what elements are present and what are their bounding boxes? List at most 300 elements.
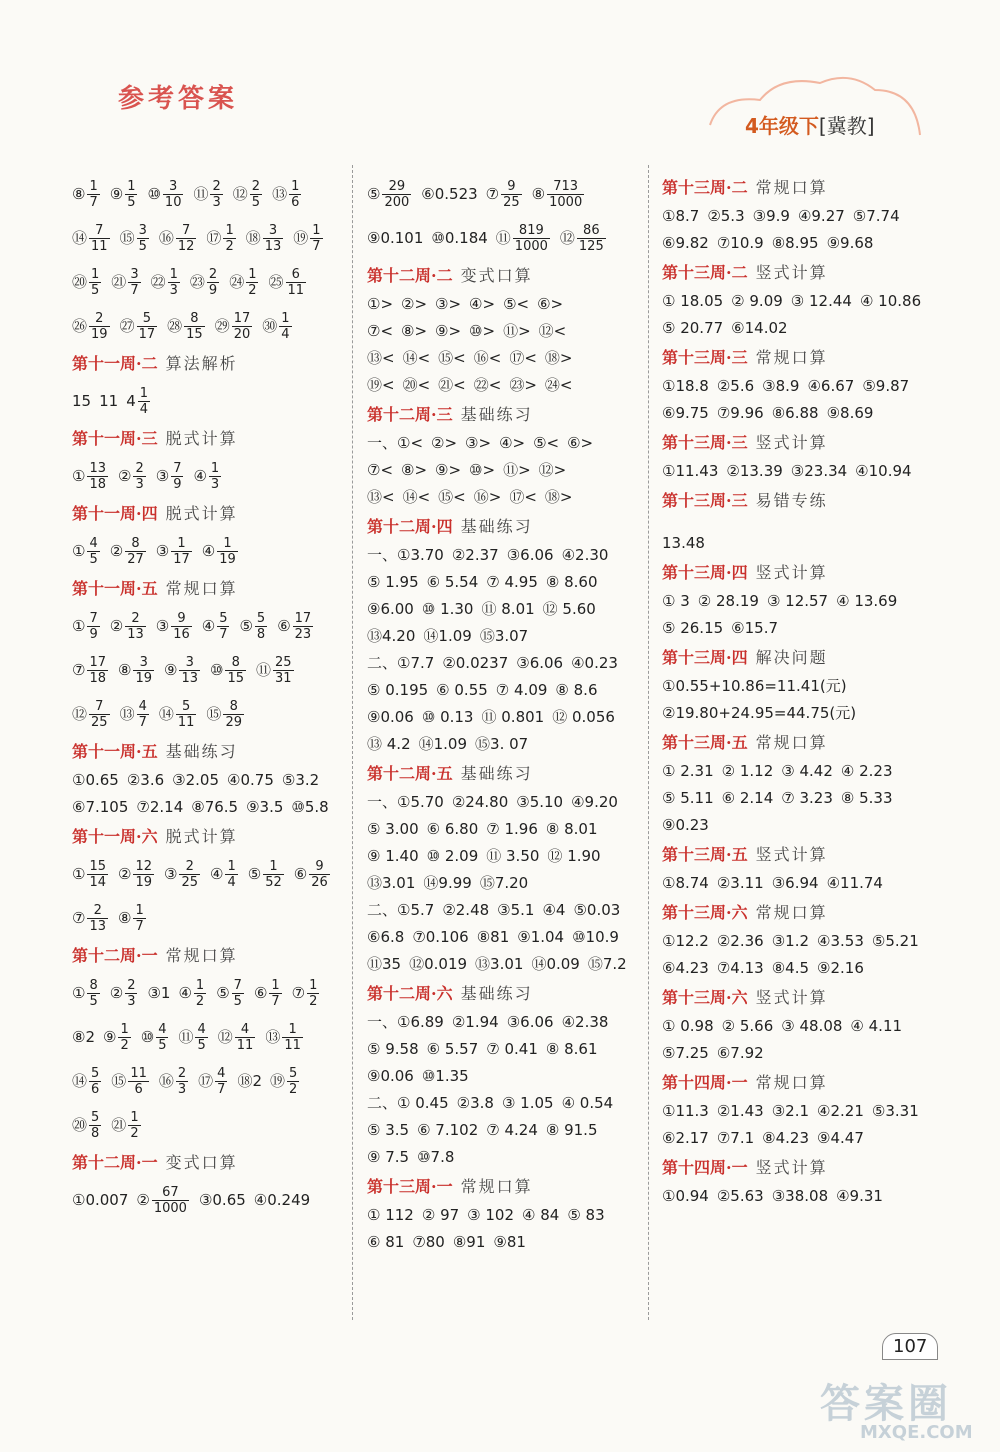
answer-item: ⑤ 83 <box>567 1206 605 1224</box>
answer-item: ⑱ $\frac{3}{13}$ <box>245 223 282 254</box>
answer-item: ⑩10.9 <box>572 928 619 946</box>
answer-item: ㉔ $\frac{1}{2}$ <box>229 267 257 298</box>
answer-item: ⑤ $\frac{29}{200}$ <box>367 179 410 210</box>
section-heading <box>662 839 954 870</box>
section-heading <box>72 498 364 529</box>
fraction: $\frac{1}{2}$ <box>225 223 234 254</box>
answer-item: ③2.05 <box>172 771 220 789</box>
section-week: 第十一周·四 <box>72 504 158 523</box>
answer-item: ⑲ $\frac{5}{2}$ <box>270 1066 298 1097</box>
section-heading <box>662 1152 954 1183</box>
answer-item: ⑪ $\frac{819}{1000}$ <box>495 223 548 254</box>
answer-item: ⑰< <box>509 488 537 506</box>
answer-item: ②3.8 <box>456 1094 494 1112</box>
answer-item: ⑨0.101 <box>367 229 424 247</box>
fraction: $\frac{7}{9}$ <box>89 611 98 642</box>
answer-item: ⑦80 <box>412 1233 445 1251</box>
answer-line <box>662 870 954 897</box>
answer-item: ⑩ 0.13 <box>421 708 474 726</box>
answer-item: ①18.8 <box>662 377 709 395</box>
fraction: $\frac{11}{6}$ <box>130 1066 147 1097</box>
answer-item: ⑫0.019 <box>409 955 468 973</box>
answer-line <box>367 484 659 511</box>
answer-item: ⑬4.20 <box>367 627 416 645</box>
fraction: $\frac{2}{19}$ <box>91 311 108 342</box>
fraction: $\frac{3}{19}$ <box>135 655 152 686</box>
answer-item: ⑤ 20.77 <box>662 319 724 337</box>
answer-line <box>662 758 954 785</box>
answer-line <box>662 1098 954 1125</box>
answer-line <box>72 304 364 348</box>
answer-column-1 <box>72 172 364 1222</box>
section-heading <box>662 172 954 203</box>
answer-item: ㉔< <box>544 376 573 394</box>
answer-item: 15 <box>72 392 92 410</box>
fraction: $\frac{17}{20}$ <box>233 311 251 342</box>
section-type: 基础练习 <box>460 405 533 424</box>
section-heading <box>662 557 954 588</box>
fraction: $\frac{2}{3}$ <box>177 1066 187 1097</box>
answer-item: ②2.48 <box>442 901 490 919</box>
answer-line <box>367 596 659 623</box>
answer-item: ⑬3.01 <box>367 874 416 892</box>
spacer <box>662 516 954 530</box>
answer-item: ⑧ 8.60 <box>545 573 598 591</box>
section-type: 变式口算 <box>460 266 533 285</box>
answer-item: ⑬ 4.2 <box>367 735 411 753</box>
answer-line <box>367 1090 659 1117</box>
fraction: $\frac{9}{26}$ <box>311 859 328 890</box>
fraction: $\frac{4}{7}$ <box>217 1066 226 1097</box>
answer-item: ⑫ $\frac{7}{25}$ <box>72 699 108 730</box>
answer-line <box>367 1117 659 1144</box>
answer-item: ③6.94 <box>771 874 819 892</box>
answer-item: ⑩ $\frac{3}{10}$ <box>147 179 182 210</box>
answer-item: ⑥ 7.102 <box>417 1121 479 1139</box>
answer-item: ⑤3.2 <box>281 771 320 789</box>
answer-item: ② 9.09 <box>731 292 783 310</box>
section-type: 基础练习 <box>460 517 533 536</box>
answer-item: ②2.36 <box>716 932 764 950</box>
answer-item: 二、①5.7 <box>367 901 435 919</box>
answer-item: ⑦ $\frac{2}{13}$ <box>72 903 106 934</box>
section-week: 第十二周·一 <box>72 946 158 965</box>
answer-line <box>367 216 659 260</box>
fraction: $\frac{1}{6}$ <box>291 179 300 210</box>
section-heading <box>367 511 659 542</box>
section-week: 第十一周·二 <box>72 354 158 373</box>
answer-item: ④9.31 <box>836 1187 883 1205</box>
answer-item: ②24.80 <box>451 793 509 811</box>
answer-item: ⑨ 7.5 <box>367 1148 410 1166</box>
answer-item: ⑨0.06 <box>367 1067 414 1085</box>
answer-item: ④ $\frac{5}{7}$ <box>201 611 228 642</box>
fraction: $\frac{13}{18}$ <box>89 461 106 492</box>
answer-item: ⑦ 4.95 <box>486 573 538 591</box>
answer-item: ⑱2 <box>237 1072 262 1090</box>
answer-item: ⑳ $\frac{1}{5}$ <box>72 267 100 298</box>
answer-item: ⑧6.88 <box>771 404 819 422</box>
answer-item: ③5.1 <box>497 901 535 919</box>
answer-item: ⑤ 5.11 <box>662 789 714 807</box>
fraction: $\frac{713}{1000}$ <box>549 179 583 210</box>
answer-line <box>367 731 659 758</box>
answer-item: ⑪ 8.01 <box>481 600 535 618</box>
answer-item: ⑯< <box>473 349 502 367</box>
answer-item: ⑧> <box>401 461 428 479</box>
answer-item: ⑪ $\frac{4}{5}$ <box>178 1022 206 1053</box>
fraction: $\frac{25}{31}$ <box>275 655 292 686</box>
answer-item: ㉒ $\frac{1}{3}$ <box>150 267 178 298</box>
answer-item: ①0.94 <box>662 1187 709 1205</box>
answer-item: 二、① 0.45 <box>367 1094 449 1112</box>
answer-item: ⑤7.25 <box>662 1044 709 1062</box>
answer-item: ⑨3.5 <box>246 798 284 816</box>
answer-item: ③6.06 <box>516 654 564 672</box>
answer-line <box>72 794 364 821</box>
answer-line <box>367 430 659 457</box>
answer-line <box>662 673 954 700</box>
answer-line <box>662 373 954 400</box>
fraction: $\frac{9}{25}$ <box>503 179 520 210</box>
section-type: 常规口算 <box>460 1177 533 1196</box>
answer-item: ⑧ 8.6 <box>555 681 598 699</box>
answer-line <box>72 529 364 573</box>
answer-item: ⑥9.82 <box>662 234 709 252</box>
answer-item: ⑤ 26.15 <box>662 619 724 637</box>
answer-item: ⑫ $\frac{86}{125}$ <box>559 223 604 254</box>
answer-line <box>662 1040 954 1067</box>
answer-item: ⑥4.23 <box>662 959 709 977</box>
answer-item: ⑨4.47 <box>817 1129 864 1147</box>
section-week: 第十三周·三 <box>662 348 748 367</box>
answer-line <box>72 971 364 1015</box>
answer-item: ⑤ $\frac{1}{52}$ <box>247 859 282 890</box>
answer-item: ⑱> <box>544 488 573 506</box>
answer-item: ④ 13.69 <box>836 592 898 610</box>
fraction: $\frac{1}{3}$ <box>169 267 178 298</box>
section-type: 易错专练 <box>755 491 828 510</box>
fraction: $\frac{67}{1000}$ <box>153 1185 187 1216</box>
answer-line <box>367 870 659 897</box>
answer-item: ⑳ $\frac{5}{8}$ <box>72 1110 100 1141</box>
answer-item: ① $\frac{7}{9}$ <box>72 611 98 642</box>
answer-item: ②2.37 <box>451 546 499 564</box>
fraction: $\frac{3}{10}$ <box>164 179 182 210</box>
answer-item: ②3.6 <box>126 771 165 789</box>
answer-line <box>72 454 364 498</box>
fraction: $\frac{7}{12}$ <box>177 223 195 254</box>
answer-item: ⑤ 9.58 <box>367 1040 419 1058</box>
answer-line <box>367 843 659 870</box>
answer-item: ⑪ $\frac{25}{31}$ <box>256 655 292 686</box>
answer-line <box>662 588 954 615</box>
answer-item: ⑱> <box>544 349 573 367</box>
answer-item: ⑤ 3.5 <box>367 1121 410 1139</box>
answer-item: ③ 12.57 <box>766 592 829 610</box>
fraction: $\frac{1}{2}$ <box>120 1022 129 1053</box>
answer-item: ⑰ $\frac{4}{7}$ <box>198 1066 226 1097</box>
fraction: $\frac{8}{29}$ <box>225 699 242 730</box>
answer-item: ⑤0.03 <box>573 901 621 919</box>
fraction: $\frac{1}{2}$ <box>309 978 318 1009</box>
section-type: 竖式计算 <box>755 988 828 1007</box>
answer-item: ⑩ $\frac{4}{5}$ <box>140 1022 167 1053</box>
watermark-url: MXQE.COM <box>860 1422 973 1443</box>
answer-item: ⑦< <box>367 322 394 340</box>
section-type: 竖式计算 <box>755 845 828 864</box>
answer-item: ⑩ 1.30 <box>421 600 474 618</box>
section-type: 常规口算 <box>165 579 238 598</box>
answer-column-2 <box>367 172 659 1256</box>
answer-line <box>72 692 364 736</box>
answer-item: ⑪> <box>503 322 531 340</box>
fraction: $\frac{17}{18}$ <box>89 655 106 686</box>
answer-item: ⑧8.95 <box>771 234 819 252</box>
answer-item: ⑦< <box>367 461 394 479</box>
section-heading <box>367 260 659 291</box>
watermark-logo <box>800 1372 990 1447</box>
answer-item: ⑨0.06 <box>367 708 414 726</box>
answer-item: ⑦ 4.24 <box>486 1121 538 1139</box>
answer-line <box>367 650 659 677</box>
edition-label: 冀教 <box>826 114 867 138</box>
answer-item: ③ 1.05 <box>501 1094 554 1112</box>
answer-item: ⑧ 91.5 <box>545 1121 598 1139</box>
fraction: $\frac{3}{13}$ <box>181 655 198 686</box>
answer-item: ⑭1.09 <box>418 735 468 753</box>
section-week: 第十二周·四 <box>367 517 453 536</box>
answer-item: ⑦0.106 <box>412 928 469 946</box>
answer-line <box>662 700 954 727</box>
answer-item: ⑨9.68 <box>826 234 874 252</box>
answer-item: ①8.7 <box>662 207 700 225</box>
answer-item: ② $\frac{2}{3}$ <box>109 978 136 1009</box>
answer-item: ④ $\frac{1}{2}$ <box>178 978 205 1009</box>
section-week: 第十三周·三 <box>662 433 748 452</box>
section-week: 第十一周·三 <box>72 429 158 448</box>
answer-item: ⑩ $\frac{8}{15}$ <box>210 655 244 686</box>
grade-label: 4年级下 <box>745 114 819 138</box>
answer-item: ② 28.19 <box>697 592 759 610</box>
answer-item: ⑦ $\frac{9}{25}$ <box>485 179 520 210</box>
answer-item: ⑪> <box>503 461 531 479</box>
answer-item: ③ 12.44 <box>790 292 852 310</box>
answer-line <box>662 458 954 485</box>
answer-item: ⑨ $\frac{1}{5}$ <box>109 179 136 210</box>
answer-item: ④4 <box>542 901 566 919</box>
answer-item: ㉙ $\frac{17}{20}$ <box>214 311 251 342</box>
answer-item: ㉚ $\frac{1}{4}$ <box>262 311 290 342</box>
answer-item: ⑨ 1.40 <box>367 847 419 865</box>
answer-line <box>662 288 954 315</box>
answer-line <box>367 457 659 484</box>
section-heading <box>367 978 659 1009</box>
answer-item: ⑨ $\frac{3}{13}$ <box>164 655 198 686</box>
answer-item: ㉓> <box>509 376 537 394</box>
answer-line <box>367 569 659 596</box>
answer-line <box>72 648 364 692</box>
fraction: $\frac{8}{27}$ <box>127 536 144 567</box>
answer-item: ③23.34 <box>790 462 848 480</box>
answer-item: ⑤ $\frac{7}{5}$ <box>216 978 242 1009</box>
answer-item: ①0.55+10.86=11.41(元) <box>662 677 847 695</box>
answer-item: ⑤ 0.195 <box>367 681 429 699</box>
section-type: 竖式计算 <box>755 563 828 582</box>
answer-item: ②5.63 <box>716 1187 764 1205</box>
answer-item: ④> <box>469 295 496 313</box>
section-type: 解决问题 <box>755 648 828 667</box>
fraction: $\frac{1}{7}$ <box>135 903 144 934</box>
answer-item: ③9.9 <box>752 207 790 225</box>
section-heading <box>72 1147 364 1178</box>
answer-item: ②> <box>401 295 428 313</box>
fraction: $\frac{8}{15}$ <box>186 311 203 342</box>
fraction: $\frac{3}{7}$ <box>130 267 139 298</box>
section-type: 竖式计算 <box>755 263 828 282</box>
answer-item: ④ 10.86 <box>859 292 922 310</box>
answer-item: ④9.20 <box>571 793 618 811</box>
answer-item: ① 2.31 <box>662 762 714 780</box>
answer-item: ④> <box>499 434 526 452</box>
answer-item: ⑩ 2.09 <box>426 847 479 865</box>
answer-item: ⑫> <box>538 461 567 479</box>
answer-line <box>662 1125 954 1152</box>
answer-line <box>72 172 364 216</box>
answer-item: ⑧> <box>401 322 428 340</box>
answer-item: ⑭0.09 <box>531 955 580 973</box>
answer-item: ⑭ $\frac{5}{11}$ <box>158 699 195 730</box>
answer-item: ⑧81 <box>476 928 510 946</box>
answer-item: ③6.06 <box>506 546 554 564</box>
answer-item: ③8.9 <box>762 377 800 395</box>
answer-item: ⑪ $\frac{2}{3}$ <box>193 179 221 210</box>
answer-item: ⑩> <box>469 322 496 340</box>
section-week: 第十三周·二 <box>662 263 748 282</box>
fraction: $\frac{2}{13}$ <box>127 611 144 642</box>
answer-item: ②1.94 <box>451 1013 499 1031</box>
answer-item: ⑭1.09 <box>423 627 472 645</box>
answer-item: ①8.74 <box>662 874 709 892</box>
answer-item: ⑤3.31 <box>871 1102 919 1120</box>
answer-item: ③> <box>465 434 492 452</box>
section-heading <box>662 342 954 373</box>
fraction: $\frac{1}{2}$ <box>195 978 205 1009</box>
answer-item: ③ $\frac{2}{25}$ <box>164 859 198 890</box>
answer-item: ⑮7.20 <box>479 874 529 892</box>
answer-item: ⑧2 <box>72 1028 95 1046</box>
answer-item: ② $\frac{67}{1000}$ <box>136 1185 187 1216</box>
section-heading <box>662 982 954 1013</box>
answer-item: ①0.007 <box>72 1191 129 1209</box>
fraction: $\frac{2}{5}$ <box>251 179 261 210</box>
answer-line <box>367 345 659 372</box>
answer-item: ⑩5.8 <box>291 798 329 816</box>
answer-line <box>662 1013 954 1040</box>
section-type: 常规口算 <box>755 903 828 922</box>
answer-item: ④ $\frac{1}{4}$ <box>210 859 236 890</box>
answer-item: ②13.39 <box>726 462 783 480</box>
answer-item: ⑦ $\frac{1}{2}$ <box>291 978 318 1009</box>
answer-item: ㉕ $\frac{6}{11}$ <box>268 267 305 298</box>
answer-item: ⑩7.8 <box>417 1148 455 1166</box>
answer-line <box>367 172 659 216</box>
answer-item: ⑫ 1.90 <box>547 847 601 865</box>
answer-item: ⑰< <box>509 349 537 367</box>
section-heading <box>72 940 364 971</box>
answer-item: 一、①< <box>367 434 424 452</box>
answer-line <box>72 379 364 423</box>
section-type: 变式口算 <box>165 1153 238 1172</box>
answer-item: 二、①7.7 <box>367 654 435 672</box>
answer-item: ⑫ 5.60 <box>542 600 596 618</box>
answer-item: ④ $\frac{1}{19}$ <box>201 536 236 567</box>
watermark-text: 答案圈 <box>820 1381 952 1427</box>
fraction: $\frac{1}{52}$ <box>265 859 282 890</box>
answer-item: ②3.11 <box>716 874 764 892</box>
answer-item: ㉒< <box>473 376 502 394</box>
answer-item: ⑮ $\frac{8}{29}$ <box>206 699 242 730</box>
answer-item: ④11.74 <box>826 874 883 892</box>
answer-item: ③> <box>435 295 462 313</box>
answer-line <box>662 530 954 557</box>
answer-item: ② 97 <box>421 1206 460 1224</box>
answer-line <box>367 897 659 924</box>
section-type: 算法解析 <box>165 354 238 373</box>
fraction: $\frac{9}{16}$ <box>173 611 190 642</box>
answer-item: ⑦ 1.96 <box>486 820 538 838</box>
answer-item: ⑨ $\frac{1}{2}$ <box>103 1022 129 1053</box>
answer-item: ②1.43 <box>716 1102 764 1120</box>
answer-item: ③1.2 <box>771 932 810 950</box>
answer-item: ⑦ 3.23 <box>781 789 833 807</box>
section-week: 第十二周·六 <box>367 984 453 1003</box>
answer-item: ⑳< <box>402 376 431 394</box>
answer-item: ⑤< <box>533 434 560 452</box>
answer-item: ⑨> <box>435 322 462 340</box>
answer-item: ⑥ 5.54 <box>426 573 479 591</box>
answer-item: ②> <box>431 434 458 452</box>
fraction: $\frac{1}{2}$ <box>248 267 257 298</box>
answer-item: ⑯ $\frac{7}{12}$ <box>158 223 195 254</box>
answer-item: ⑤ $\frac{5}{8}$ <box>239 611 266 642</box>
answer-item: ⑭< <box>402 349 431 367</box>
section-heading <box>72 821 364 852</box>
answer-item: ⑦ 4.09 <box>495 681 548 699</box>
answer-item: ①11.3 <box>662 1102 709 1120</box>
fraction: $\frac{1}{19}$ <box>219 536 236 567</box>
answer-item: ⑥0.523 <box>421 185 478 203</box>
answer-item: ⑯> <box>473 488 502 506</box>
answer-line <box>367 924 659 951</box>
answer-item: ④0.75 <box>227 771 274 789</box>
answer-line <box>662 955 954 982</box>
answer-item: ⑨2.16 <box>817 959 864 977</box>
answer-item: ⑧ 5.33 <box>840 789 893 807</box>
answer-item: ⑬ $\frac{1}{6}$ <box>272 179 300 210</box>
fraction: $\frac{2}{25}$ <box>181 859 198 890</box>
answer-item: ⑥15.7 <box>731 619 779 637</box>
fraction: $\frac{2}{3}$ <box>127 978 136 1009</box>
answer-line <box>662 315 954 342</box>
answer-item: ① 3 <box>662 592 690 610</box>
page-number: 107 <box>882 1333 938 1360</box>
answer-item: ②5.6 <box>716 377 755 395</box>
answer-item: ⑧ $\frac{713}{1000}$ <box>531 179 583 210</box>
answer-item: ⑩1.35 <box>421 1067 469 1085</box>
answer-item: ⑥ $\frac{1}{7}$ <box>253 978 280 1009</box>
answer-line <box>662 615 954 642</box>
